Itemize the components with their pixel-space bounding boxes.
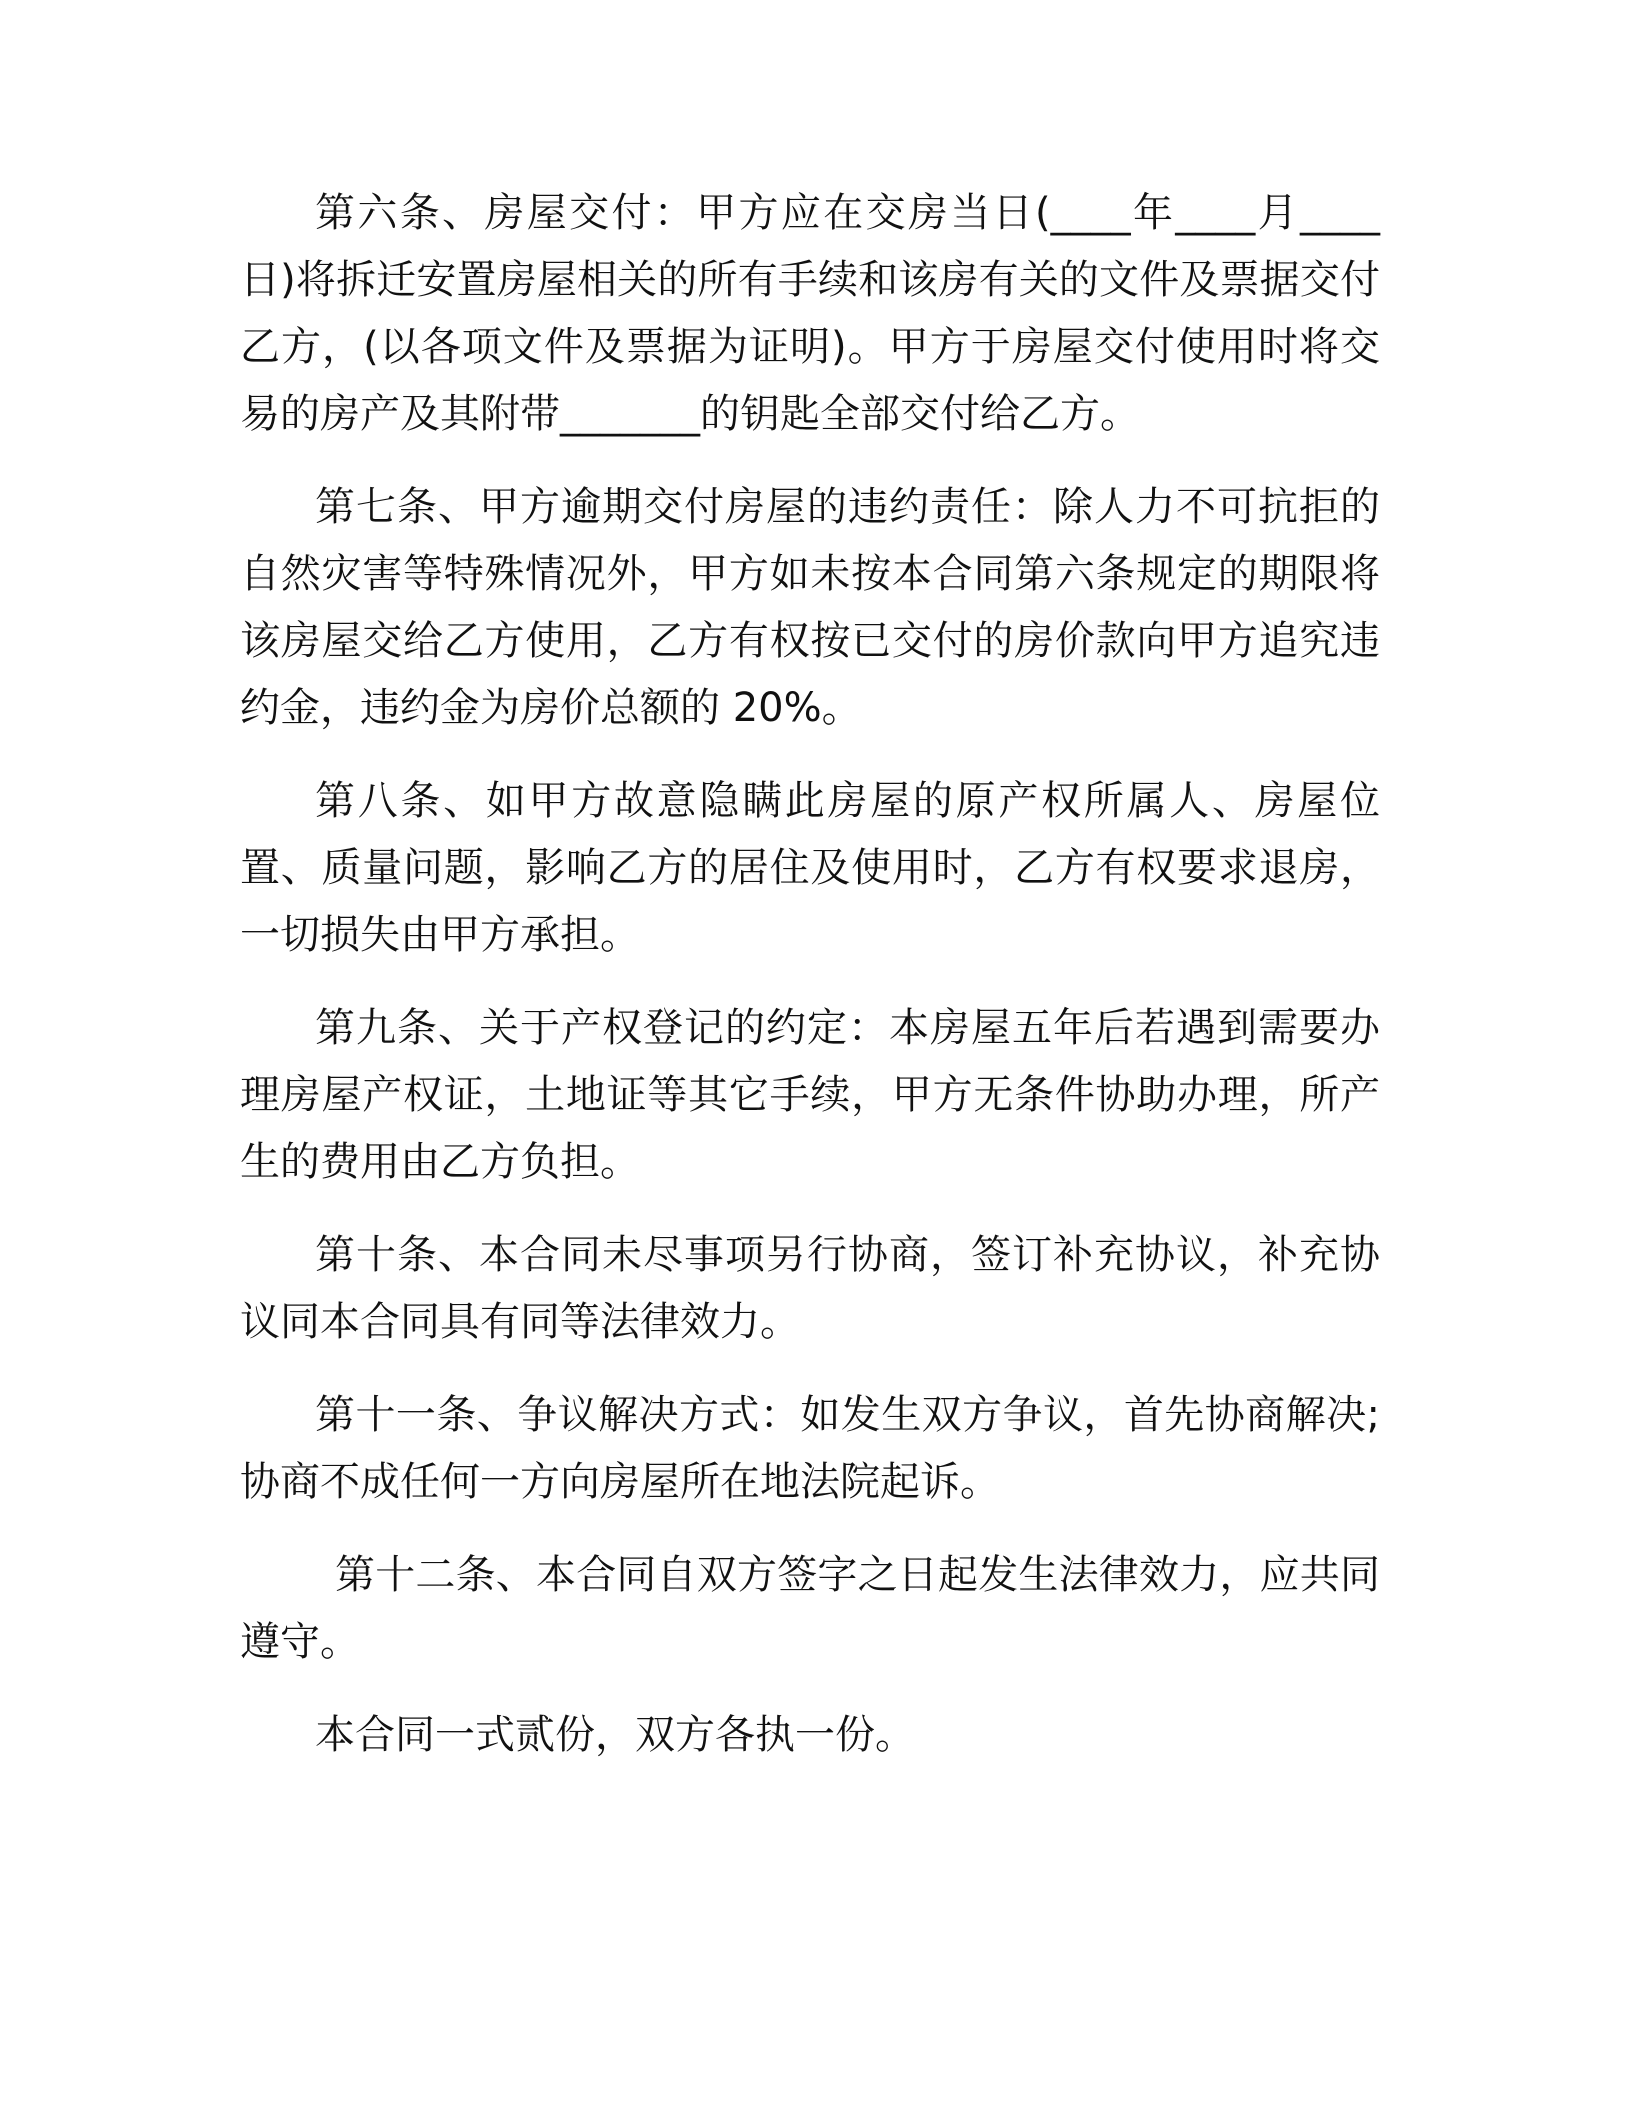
clause-9-paragraph: 第九条、关于产权登记的约定：本房屋五年后若遇到需要办理房屋产权证，土地证等其它手续，甲方无条件协助办理，所产生的费用由乙方负担。 — [240, 1005, 1380, 1185]
clause-12-paragraph: 第十二条、本合同自双方签字之日起发生法律效力，应共同遵守。 — [240, 1552, 1380, 1665]
clause-11-paragraph: 第十一条、争议解决方式：如发生双方争议，首先协商解决;协商不成任何一方向房屋所在地法院起诉。 — [240, 1392, 1380, 1505]
clause-7-paragraph: 第七条、甲方逾期交付房屋的违约责任：除人力不可抗拒的自然灾害等特殊情况外，甲方如未按本合同第六条规定的期限将该房屋交给乙方使用，乙方有权按已交付的房价款向甲方追究违约金，违约金为房价总额的 20%。 — [240, 484, 1380, 731]
copies-note-paragraph: 本合同一式贰份，双方各执一份。 — [315, 1712, 915, 1758]
clause-8-paragraph: 第八条、如甲方故意隐瞒此房屋的原产权所属人、房屋位置、质量问题，影响乙方的居住及使用时，乙方有权要求退房，一切损失由甲方承担。 — [240, 778, 1380, 958]
clause-10-paragraph: 第十条、本合同未尽事项另行协商，签订补充协议，补充协议同本合同具有同等法律效力。 — [240, 1232, 1380, 1345]
clause-6-paragraph: 第六条、房屋交付：甲方应在交房当日(____年____月____日)将拆迁安置房屋相关的所有手续和该房有关的文件及票据交付乙方，(以各项文件及票据为证明)。甲方于房屋交付使用时将交易的房产及其附带_______的钥匙全部交付给乙方。 — [240, 190, 1380, 437]
contract-body — [240, 180, 1380, 1795]
